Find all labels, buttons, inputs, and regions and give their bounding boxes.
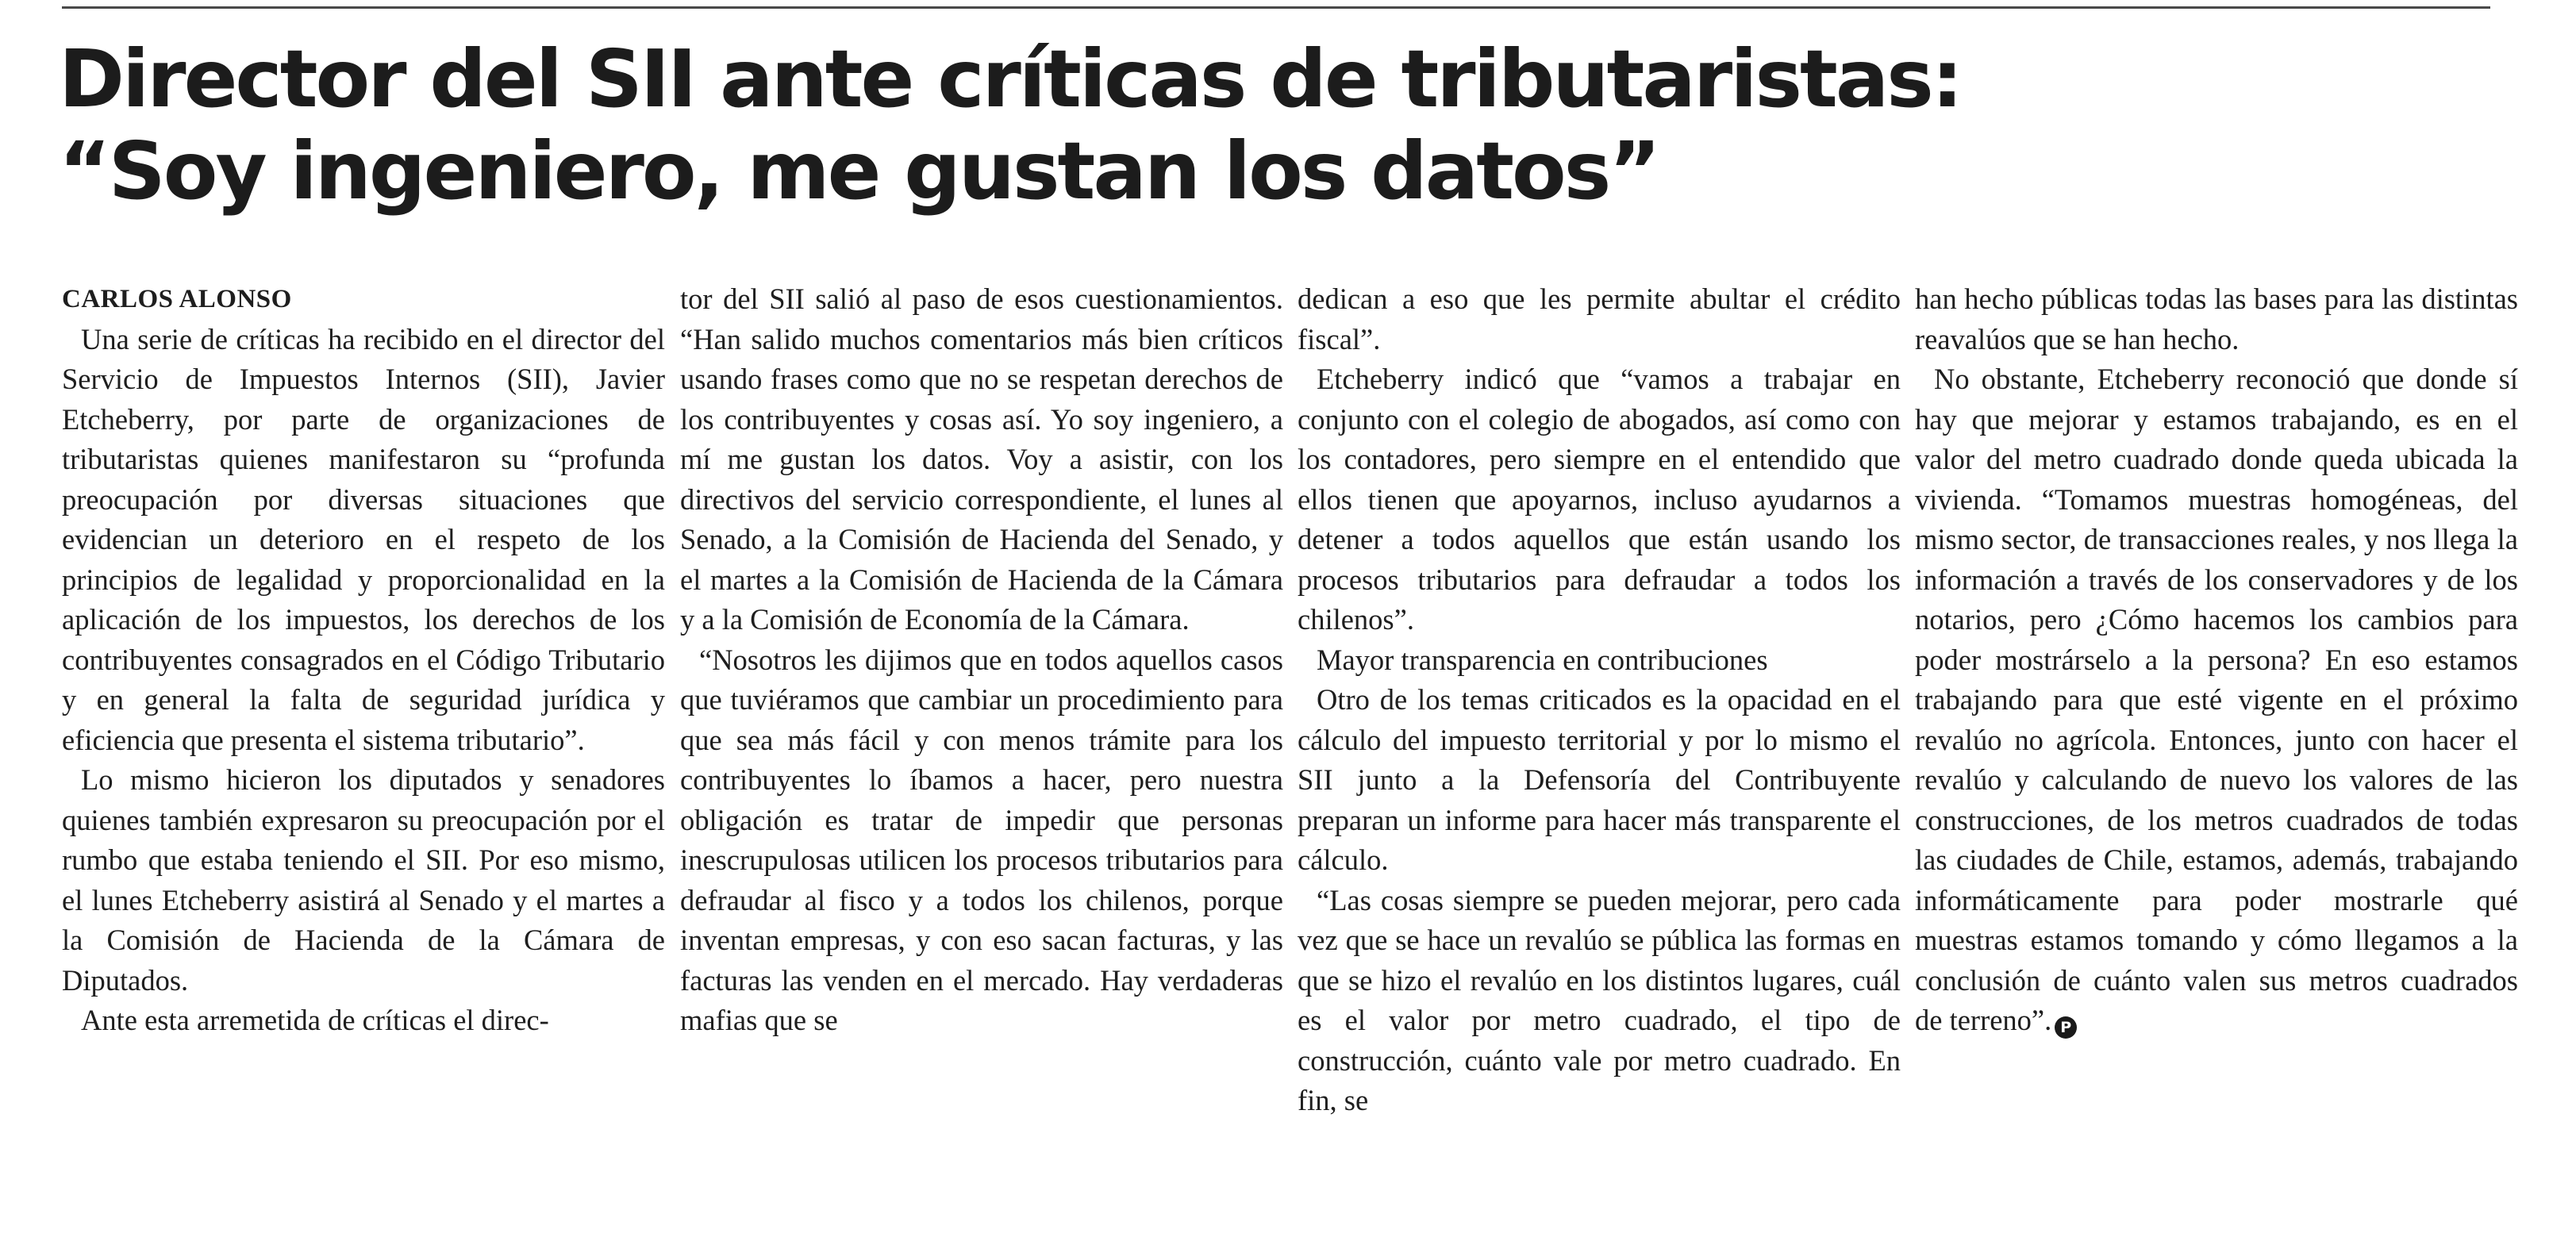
body-paragraph: Lo mismo hicieron los diputados y senadores quienes también expresaron su preocupación por el rumbo que estaba teniendo el SII. Por eso mismo, el lunes Etcheberry asistirá al Senado y el martes a la Comisión de Hacienda de la Cámara de Diputados. — [62, 763, 665, 997]
body-paragraph-continued: tor del SII salió al paso de esos cuestionamientos. “Han salido muchos comentarios más bien críticos usando frases como que no se respetan derechos de los contribuyentes y cosas así. Yo soy ingeniero, a mí me gustan los datos. Voy a asistir, con los directivos del servicio correspondiente, el lunes al Senado, a la Comisión de Hacienda del Senado, y el martes a la Comisión de Hacienda de la Cámara y a la Comisión de Economía de la Cámara. — [680, 282, 1283, 636]
final-paragraph-text: No obstante, Etcheberry reconoció que donde sí hay que mejorar y estamos trabajando, es en el valor del metro cuadrado donde queda ubicada la vivienda. “Tomamos muestras homogéneas, del mismo sector, de transacciones reales, y nos llega la información a través de los conservadores y de los notarios, pero ¿Cómo hacemos los cambios para poder mostrárselo a la persona? En eso estamos trabajando para que esté vigente en el próximo revalúo no agrícola. Entonces, junto con hacer el revalúo y calculando de nuevo los valores de las construcciones, de los metros cuadrados de todas las ciudades de Chile, estamos, además, trabajando informáticamente para poder mostrarle qué muestras estamos tomando y cómo llegamos a la conclusión de cuánto valen sus metros cuadrados de terreno”. — [1915, 363, 2518, 1036]
headline-line-2: “Soy ingeniero, me gustan los datos” — [59, 125, 1659, 217]
body-paragraph-final — [1915, 359, 2518, 1041]
end-of-article-icon: P — [2055, 1016, 2077, 1039]
body-paragraph: Ante esta arremetida de críticas el direc- — [81, 1004, 549, 1036]
section-subhead: Mayor transparencia en contribuciones — [1317, 643, 1768, 676]
top-divider-rule — [62, 6, 2490, 9]
article-column-3 — [1298, 279, 1901, 1121]
body-paragraph-continued: dedican a eso que les permite abultar el crédito fiscal”. — [1298, 282, 1901, 355]
body-paragraph-continued: han hecho públicas todas las bases para las distintas reavalúos que se han hecho. — [1915, 282, 2518, 355]
body-paragraph: Otro de los temas criticados es la opacidad en el cálculo del impuesto territorial y por lo mismo el SII junto a la Defensoría del Contribuyente preparan un informe para hacer más transparente el cálculo. — [1298, 683, 1901, 876]
body-paragraph: “Las cosas siempre se pueden mejorar, pero cada vez que se hace un revalúo se pública las formas en que se hizo el revalúo en los distintos lugares, cuál es el valor por metro cuadrado, el tipo de construcción, cuánto vale por metro cuadrado. En fin, se — [1298, 883, 1901, 1116]
byline: CARLOS ALONSO — [62, 285, 292, 313]
headline — [59, 33, 2519, 217]
article-column-1 — [62, 279, 665, 1041]
headline-line-1: Director del SII ante críticas de tributaristas: — [59, 33, 1961, 125]
article-column-2 — [680, 279, 1283, 1041]
body-paragraph: Una serie de críticas ha recibido en el director del Servicio de Impuestos Internos (SII), Javier Etcheberry, por parte de organizaciones de tributaristas quienes manifestaron su “profunda preocupación por diversas situaciones que evidencian un deterioro en el respeto de los principios de legalidad y proporcionalidad en la aplicación de los impuestos, los derechos de los contribuyentes consagrados en el Código Tributario y en general la falta de seguridad jurídica y eficiencia que presenta el sistema tributario”. — [62, 322, 665, 756]
article-column-4 — [1915, 279, 2518, 1041]
body-paragraph: “Nosotros les dijimos que en todos aquellos casos que tuviéramos que cambiar un procedimiento para que sea más fácil y con menos trámite para los contribuyentes lo íbamos a hacer, pero nuestra obligación es tratar de impedir que personas inescrupulosas utilicen los procesos tributarios para defraudar al fisco y a todos los chilenos, porque inventan empresas, y con eso sacan facturas, y las facturas las venden en el mercado. Hay verdaderas mafias que se — [680, 643, 1283, 1036]
body-paragraph: Etcheberry indicó que “vamos a trabajar en conjunto con el colegio de abogados, así como con los contadores, pero siempre en el entendido que ellos tienen que apoyarnos, incluso ayudarnos a detener a todos aquellos que están usando los procesos tributarios para defraudar a todos los chilenos”. — [1298, 363, 1901, 636]
